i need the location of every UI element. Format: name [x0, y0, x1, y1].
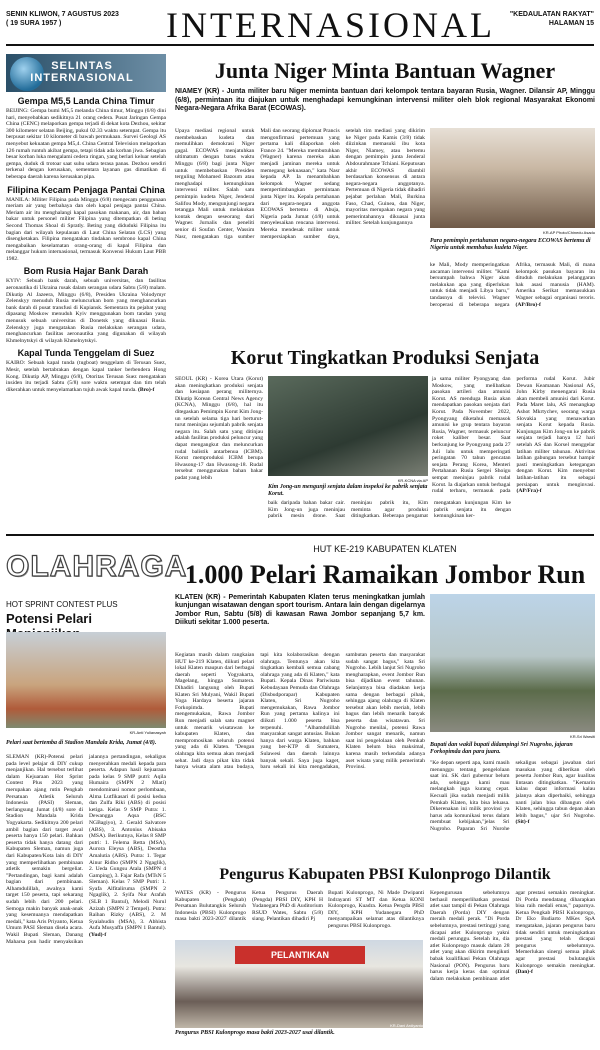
selintas-banner [6, 54, 166, 92]
masthead-paper: "KEDAULATAN RAKYAT" [509, 11, 594, 18]
wagner-body2: ke Mali, Mody memperingatkan ancaman intervensi militer. "Kami bersumpah bahwa Niger akan melakukan apa yang diperlukan untuk tidak menjadi Libya baru," tandasnya di televisi. Wagner beroperasi di beberapa negara Afrika, termasuk Mali, di mana kelompok pasukan bayaran itu dituduh melakukan pelanggaran hak asasi manusia (HAM). Amerika Serikat memasukkan Wagner sebagai organisasi teroris. [430, 262, 595, 308]
sprint-sign: (Yud)-f [89, 932, 107, 939]
korut-caption: Kim Jong-un mengunji senjata dalam inspeksi ke pabrik senjata Korut. [268, 484, 428, 497]
sprint-headline: Potensi Pelari [6, 611, 92, 626]
sprint-body-text: SLEMAN (KR)-Potensi pelari pada level pelajar di DIY cukup menjanjikan. Hal tersebut terlihat dalam Kejuaraan Hot Sprint Contest Plus 2023 yang merupakan ajang rutin Pengkab Persatuan Atletik Seluruh Indonesia (PASI) Sleman, berlangsung Jumat (4/8) sore di Stadion Mandala Krida Yogyakarta. Sedikitnya 200 pelari ambil bagian dari target awal peserta hanya 150 pelari. Bahkan peserta tidak hanya datang dari Kabupaten Sleman, namun juga dari Kabupaten/Kota lain di DIY yang memperlihatkan pembinaan atletik semakin bergeliat. "Pertandingan, bagi kami adalah bagian dari pembinaan. Alhamdulillah, awalnya kami target 150 peserta, tapi sekarang sudah lebih dari 200 pelari. Semoga makin banyak anak-anak yang kesemuanya mendapatkan medali," kata Aris Priyanto, Ketua Umum PASI Sleman disela acara. Wakil Bupati Sleman, Danang Maharsa pun hadir menyaksikan jalannya pertandingan, sekaligus menyerahkan medali kepada para peserta. Adapun hasil kejuaraan pada kelas 9 SMP putri: Aqila Humaira (SMPN 2 Mlati) mendominasi nomor perlombaan, Alma Lutfikasari di posisi kedua dan Zulfa Riki (ABS) di posisi ketiga. Kelas 9 SMP Putra: 1. Dewangga Aqsa (BSC NGBagiyo), 2. Gerald Salvatore (ABS), 3. Antonius Abisaka (MSA). Berikutnya, Kelas 8 SMP putri: 1. Felema Retta (MSA), Aurora Eleysa (ABS), Deostha Amalutia (ABS). Putra: 1. Tegar Ainur Ridho (SMPN 2 Ngaglik), 2. Ueda Gungsu Atala (SMPN 4 Gamping), 3. Fajar Rafa (MTsN 5 Sleman). Kelas 7 SMP Putri: 1. Syafa Alfitaliruma (SMPN 2 Ngaglik), 2. Syifa Nur Arafah (SLB 1 Bantul), Melodi Nurul Azizah (SMPN 2 Tempel). Putra: Raihan Rizky (ABS), 2. M Syaiahudin (MSA), 3. Abhista Aufa Musyaffa (SMPN 1 Bantul). [6, 754, 166, 945]
korut-body-c-text: ja sama militer Pyongyang dan Moskow, yang melibatkan pasokan artileri dan amunisi Korut. AS menduga Rusia akan mendapatkan pasokan senjata dari Korut. Pada November 2022, Pyongyang diketahui memasok amunisi ke grup tentara bayaran Rusia, Wagner, termasuk peluncur roket kaliber besar. Saat berkunjung ke Pyongyang pada 27 Juli lalu untuk memperingati peringatan 70 tahun gencatan senjata Perang Korea, Menteri Pertahanan Rusia Sergei Shoigu sempat meninjau pabrik rudal Korut. Ia diajarkan untuk berbagai rudal terbaru, termasuk pada performa rudal Korut. Jubir Dewan Keamanan Nasional AS, John Kirby menengarai Rusia akan membeli amunisi dari Korut. Pada Maret lalu, AS menangkap Ashot Mkrtychev, seorang warga Slovakia yang menawarkan senjata Korut kepada Rusia. Kunjungan Kim Jong-un ke pabrik senjata terjadi hanya 12 hari setelah AS dan Korsel menggelar latihan militer tahunan. Aktivitas latihan gabungan tersebut hampir pasti meningkatkan ketegangan dengan Korut. Kim menyebut latihan-latihan itu sebagai persiapan untuk menginvasi. [432, 376, 595, 495]
sprint-photo [6, 632, 166, 735]
news-brief-body: MANILA: Militer Filipina pada Minggu (6/8) mengecam penggunaan meriam air yang berbahaya dan oleh kapal penjaga pantai China. Meriam air itu menghalangi kapal pasokan makanan, air, dan bahan bakar untuk personel militer Filipina yang ditempatkan di beting Second Thomas Shoal di Spratly. Beting yang diduduki Filipina itu bagian dari wilayah kepulauan di Laut China Selatan (LCS) yang disengketakan. Filipina mengatakan tindakan sembrono kapal China mengabaikan keselamatan orang-orang di kapal Filipina dan melanggar hukum internasional, termasuk Konvensi Hukum Laut PBB 1982. [6, 196, 166, 262]
masthead-date: SENIN KLIWON, 7 AGUSTUS 2023 [6, 11, 119, 18]
wagner-lead: NIAMEY (KR) - Junta militer baru Niger meminta bantuan dari kelompok tentara bayaran Rusia, Wagner. Dilansir AP, Minggu (6/8), permintaan itu diajukan untuk menghadapi kemungkinan intervensi militer oleh blok regional Masyarakat Ekonomi Negara-Negara Afrika Barat (ECOWAS). [175, 88, 595, 113]
pbsi-photo [175, 940, 423, 1028]
masthead [6, 4, 594, 46]
jombor-photo-credit: KR-Sri Warsiti [570, 734, 595, 739]
section-divider [6, 534, 594, 536]
news-brief-headline: Bom Rusia Hajar Bank Darah [23, 266, 149, 277]
korut-headline: Korut Tingkatkan Produksi Senjata [230, 347, 540, 369]
korut-body-b: baik daripada bahan bakar cair. Kim Jong-un juga meninjau pabrik mesin drone. Saat meninjau pabrik itu, Kim meminta agar produksi ditingkatkan. Beberapa pengamat mengatakan kunjungan Kim ke pabrik senjata itu dengan kemungkinan ker- [268, 500, 511, 520]
news-brief-headline: Filipina Kecam Penjaga Pantai China [7, 184, 165, 195]
masthead-paper-block [510, 10, 594, 28]
masthead-page: HALAMAN 15 [548, 20, 594, 27]
news-brief [6, 185, 166, 263]
pbsi-caption: Pengurus PBSI Kulonprogo masa bakti 2023-2027 usai dilantik. [175, 1030, 335, 1036]
wagner-caption: Para pemimpin pertahanan negara-negara ECOWAS bertemu di Nigeria untuk membahas kudeta Niger. [430, 238, 591, 251]
korut-photo [268, 376, 428, 483]
jombor-body-continued [430, 760, 595, 862]
news-brief-headline: Kapal Tunda Tenggelam di Suez [17, 348, 155, 359]
jombor-photo [430, 594, 595, 739]
selintas-banner-title: SELINTAS INTERNASIONAL [30, 60, 134, 84]
masthead-hijri: ( 19 SURA 1957 ) [6, 20, 62, 27]
jombor-lead: KLATEN (KR) - Pemerintah Kabupaten Klaten terus meningkatkan jumlah kunjungan wisatawan dengan sport tourism. Antara lain dengan digelarnya Jombor Run, Sabtu (5/8) di kawasan Rawa Jombor sepanjang 5,7 km. Diikuti sekitar 1.000 peserta. [175, 594, 425, 627]
wagner-headline: Junta Niger Minta Bantuan Wagner [214, 58, 556, 83]
korut-body-a: SEOUL (KR) - Korea Utara (Korut) akan meningkatkan produksi senjata dan kesiapan perang militernya. Dikutip Korean Central News Agency (KCNA), Minggu (6/8), hal itu ditegaskan Pemimpin Korut Kim Jong-un setelah selama tiga hari berturut-turut meninjau sejumlah pabrik senjata negara itu. Salah satu yang ditinjau adalah fasilitas produksi peluncur yang dapat mengangkut dan meluncurkan rudal balistik antarbenua (ICBM). Korut memproduksi ICBM berupa Hwasong-17 dan Hwasong-18. Rudal tersebut menggunakan bahan bakar padat yang lebih [175, 376, 263, 481]
wagner-body: Upaya mediasi regional untuk membebaskan kudeta dan memulihkan demokrasi Niger gagal. ECOWAS menjatuhkan ultimatum dengan batas waktu Minggu (6/8) bagi junta Niger untuk membebaskan Presiden terguling Mohamed Bazoum atau menghadapi kemungkinan intervensi militer. Salah satu pemimpin kudeta Niger, Jenderal Salifou Mody, mengunjungi negara tetangga Mali untuk melakukan kontak dengan seseorang dari Wagner. Jurnalis dan peneliti senior di Soufan Center, Wassim Nasr, mengatakan tiga sumber Mali dan seorang diplomat Prancis mengonfirmasi pertemuan yang pertama kali dilaporkan oleh France 24. "Mereka membutuhkan (Wagner) karena mereka akan menjadi jaminan mereka untuk memegang kekuasaan," kata Nasr kepada AP. Ia menambahkan kelompok Wagner sedang mempertimbangkan permintaan junta Niger itu. Kepala pertahanan dari negara-negara anggota ECOWAS bertemu di Abuja, Nigeria pada Jumat (4/8) untuk menyelesaikan rencana intervensi. Mereka mendesak militer untuk mempersiapkan sumber daya, setelah tim mediasi yang dikirim ke Niger pada Kamis (3/8) tidak diizinkan memasuki ibu kota Niger, Niamey, atau bertemu dengan pemimpin junta Jenderal Abdourahmane Tchiani. Keputusan akhir ECOWAS diambil berdasarkan konsensus di antara negara-negara anggotanya. Pertemuan di Nigeria tidak dihadiri pejabat perlahan Mali, Burkina Faso, Chad, Guinea, dan Niger, mayoritas merupakan negara yang pemerintahannya dikuasai junta militer. Setelah kunjungannya [175, 128, 425, 240]
pbsi-body-b: Bupati Kulonprogo, Ni Made Dwipanti Indrayanti ST MT dan Ketua KONI Kulonprogo, Kuadra. Ketua Pengda PBSI DIY, KPH Yudanegara PhD menyampaikan selamat atas dilantiknya pengurus PBSI Kulonprogo. [328, 890, 424, 929]
news-brief [6, 96, 166, 181]
korut-body-c [432, 376, 595, 521]
pbsi-body-c [430, 890, 595, 1045]
pbsi-headline: Pengurus Kabupaten PBSI Kulonprogo Dilantik [219, 866, 551, 883]
pbsi-photo-banner: PELANTIKAN [235, 946, 365, 964]
jombor-subheadline: HUT KE-219 KABUPATEN KLATEN [313, 544, 457, 554]
sprint-photo-credit: KR-Anti Yulianasyah [129, 730, 166, 735]
news-brief-sign: (Bro)-f [138, 386, 155, 393]
korut-photo-credit: KR-KCNA via AP [397, 478, 428, 483]
news-brief-headline: Gempa M5,5 Landa China Timur [17, 96, 155, 106]
news-brief-body [6, 360, 166, 393]
news-brief-body: KYIV: Sebuah bank darah, sebuah universitas, dan fasilitas aeronautika di Ukraina rusak dalam serangan udara Sabtu (5/8) malam. Dikutip Al Jazeera, Minggu (6/8), Presiden Ukraina Volodymyr Zelenskyy menuduh Rusia meluncurkan bom yang menghancurkan bank darah di pusat transfusi di Kupiansk. Sementara itu pejabat yang dipasang Moskow menuduh Kyiv menggunakan bom tandan yang menusuk sebuah universitas di Donetsk yang dikuasai Rusia. Zelenskyy juga mengatakan Rusia melakukan serangan udara, menghancurkan fasilitas aeronautika yang digunakan di wilayah Khmelnytskyi di wilayah Khmelnytskyi. [6, 278, 166, 344]
wagner-photo [430, 128, 595, 235]
olahraga-banner: OLAHRAGA [6, 550, 188, 583]
masthead-date-block [6, 10, 119, 28]
news-brief-body: BEIJING: Gempa bumi M5,5 melanda China timur, Minggu (6/8) dini hari, menyebabkan sedikitnya 21 orang cedera. Pusat Jaringan Gempa China (CENC) melaporkan gempa terjadi di dekat kota Dezhou, sekitar 300 kilometer selatan Beijing, pukul 02.33 waktu setempat. Gempa itu berpusat sekitar 10 kilometer di bawah permukaan. Survei Geologi AS menyebut kekuatan gempa M5,4. China Central Television melaporkan 126 rumah runtuh akibat gempa, tetapi tidak ada korban jiwa. Sebagian besar korban luka mengalami cedera ringan, yang berlari keluar setelah gempa, duduk di trotoar saat suhu udara terasa panas. Dezhou sendiri terkenal dengan kerusakan, sementara layanan gas dimatikan di beberapa daerah karena kerusakan pipa. [6, 108, 166, 180]
wagner-body-continued [430, 262, 595, 348]
jombor-headline: 1.000 Pelari Ramaikan Jombor Run [184, 560, 586, 589]
pbsi-photo-credit: KR-Dani Ardiyanto [390, 1023, 423, 1028]
sprint-caption: Pelari saat bertemba di Stadion Mandala Krida, Jumat (4/8). [6, 740, 157, 746]
sprint-subheadline: HOT SPRINT CONTEST PLUS [6, 600, 118, 609]
section-title: INTERNASIONAL [166, 5, 495, 45]
sprint-body [6, 754, 166, 1044]
jombor-body: Kegiatan masih dalam rangkaian HUT ke-219 Klaten, diikuti pelari lokal Klaten maupun dari berbagai daerah seperti Yogyakarta, Magelang, hingga Sumatera. Dihadiri langsung oleh Bupati Klaten Sri Mulyani, Wakil Bupati Yoga Hardaya beserta jajaran Forkopimda. Bupati mengemukakan, Rawa Jombor Run menjadi salah satu magnet untuk menarik wisatawan ke kabupaten Klaten, dan mempromosikan seluruh potensi yang ada di Klaten. "Dengan olahraga kita semua akan menjadi sehat. Jadi daya pikat kita tidak hanya wisata alam atau budaya, tapi kita kolaborasikan dengan olahraga. Tentunya akan kita tingkatkan kembali semua cabang olahraga yang ada di Klaten," kata Bupati. Kepala Dinas Pariwisata Kebudayaan Pemuda dan Olahraga (Disbudporapar) Kabupaten Klaten, Sri Nugroho mengemukakan, Rawa Jombor Run yang pertama kalinya ini diikuti 1.000 peserta bisa terpenuhi. "Alhamdulillah masyarakat sangat antusias. Bukan hanya dari warga Klaten, bahkan yang ber-KTP di Sumatera, Sulawesi dan daerah lainnya banyak sekali. Saya juga kaget, baru sekali ini kita mengadakan, sambutan peserta dan masyarakat sudah sangat bagus," kata Sri Nugroho. Lebih lanjut Sri Nugroho mengharapkan, event Jombor Run bisa dijadikan event tahunan. Selanjutnya bisa diadakan kerja sama dengan berbagai pihak, sehingga ajang olahraga di Klaten tersebut akan lebih meriah, lebih bagus dan lebih menarik banyak peserta dan wisatawan. Sri Nugroho menilai, potensi Rawa Jombor sangat menarik, namun saat ini pengelolaan oleh Pemkab Klaten belum bisa maksimal, karena masih terkendala adanya aset wisata yang milik pemerintah Provinsi. [175, 652, 425, 771]
selintas-sidebar [6, 54, 166, 524]
pbsi-sign: (Dan)-f [515, 969, 533, 976]
news-brief-text: KAIRO: Sebuah kapal tunda (tugboat) tenggelam di Terusan Suez, Mesir, setelah bertabrakan dengan kapal tanker berbendera Hong Kong. Dikutip AP, Minggu (6/8), Otoritas Terusan Suez mengatakan insiden itu terjadi Sabtu (5/8) sore waktu setempat dan tim telah dikerahkan untuk menyelamatkan tujuh awak kapal tunda. [6, 360, 166, 393]
jombor-caption: Bupati dan wakil bupati didampingi Sri Nugroho, jajaran Forkopimda dan para juara. [430, 742, 573, 755]
pbsi-body-c-text: Kepengurusan sebelumnya berhasil memperlihatkan prestasi atlet saat tampil di Pekan Olahraga Daerah (Porda) DIY dengan meraih medali perak. "Di Porda sebelumnya, prestasi tertinggi yang dicapai atlet Kulonprogo yakni medali perunggu. Setelah itu, dia atlet Kulonprogo masuk dalam 28 atlet yang akan dikirim mengikuti babak kualifikasi Pekan Olahraga Nasional (PON). Pengurus baru harus kerja keras dan optimal dalam melakukan pembinaan atlet agar prestasi semakin meningkat. Di Porda mendatang diharapkan bisa raih medali emas," paparnya. Ketua Pengkab PBSI Kulonprogo, Dr Eko Budiarto MKes SpA mengatakan, jajaran pengurus baru tidak sendiri untuk meningkatkan prestasi yang telah dicapai pengurus sebelumnya. Memerlukan sinergi semua pihak agar prestasi bulutangkis Kulonprogo semakin meningkat. [430, 890, 595, 982]
pbsi-body-a: WATES (KR) - Pengurus Kabupaten (Pengkab) Persatuan Bulutangkis Seluruh Indonesia (PBSI) Kulonprogo masa bakti 2023-2027 dilantik Ketua Pengurus Daerah (Pengda) PBSI DIY, KPH H Yudanegara PhD di Auditorium RSUD Wates, Sabtu (5/8) siang. Pelantikan dihadiri Pj [175, 890, 323, 923]
korut-sign: (AP/Fra)-f [516, 488, 542, 495]
wagner-photo-credit: KR-AP Photo/Chinedu Asadu [543, 230, 595, 235]
news-brief [6, 266, 166, 344]
news-brief [6, 348, 166, 393]
jombor-sign: (Sit)-f [515, 819, 530, 826]
jombor-body2: "Ke depan seperti apa, kami masih menunggu tentang pengelolaan saat ini. SK dari gubernur belum ada, sehingga kami mau melangkah juga kurang cepat. Kecuali jika sudah menjadi milik Pemkab Klaten, kita bisa leluasa. Dikerenakan ini milik provinsi ya harus ada komunikasi terus dalam membuat kebijakan,"jelas Sri Nugroho. Paparan Sri Nurohe sekaligus sebagai jawaban dari masukan yang diberikan oleh peserta Jombor Run, agar kualitas lintasan ditingkatkan. "Kemarin kalau dapat informasi kalau jalanya akan diperbaiki, sehingga nanti jalan bisa dibangun oleh Klaten, sehingga tabun depan akan lebih bagus," ujar Sri Nugroho. [430, 760, 595, 832]
wagner-sign: (AP/Bro)-f [515, 301, 541, 308]
